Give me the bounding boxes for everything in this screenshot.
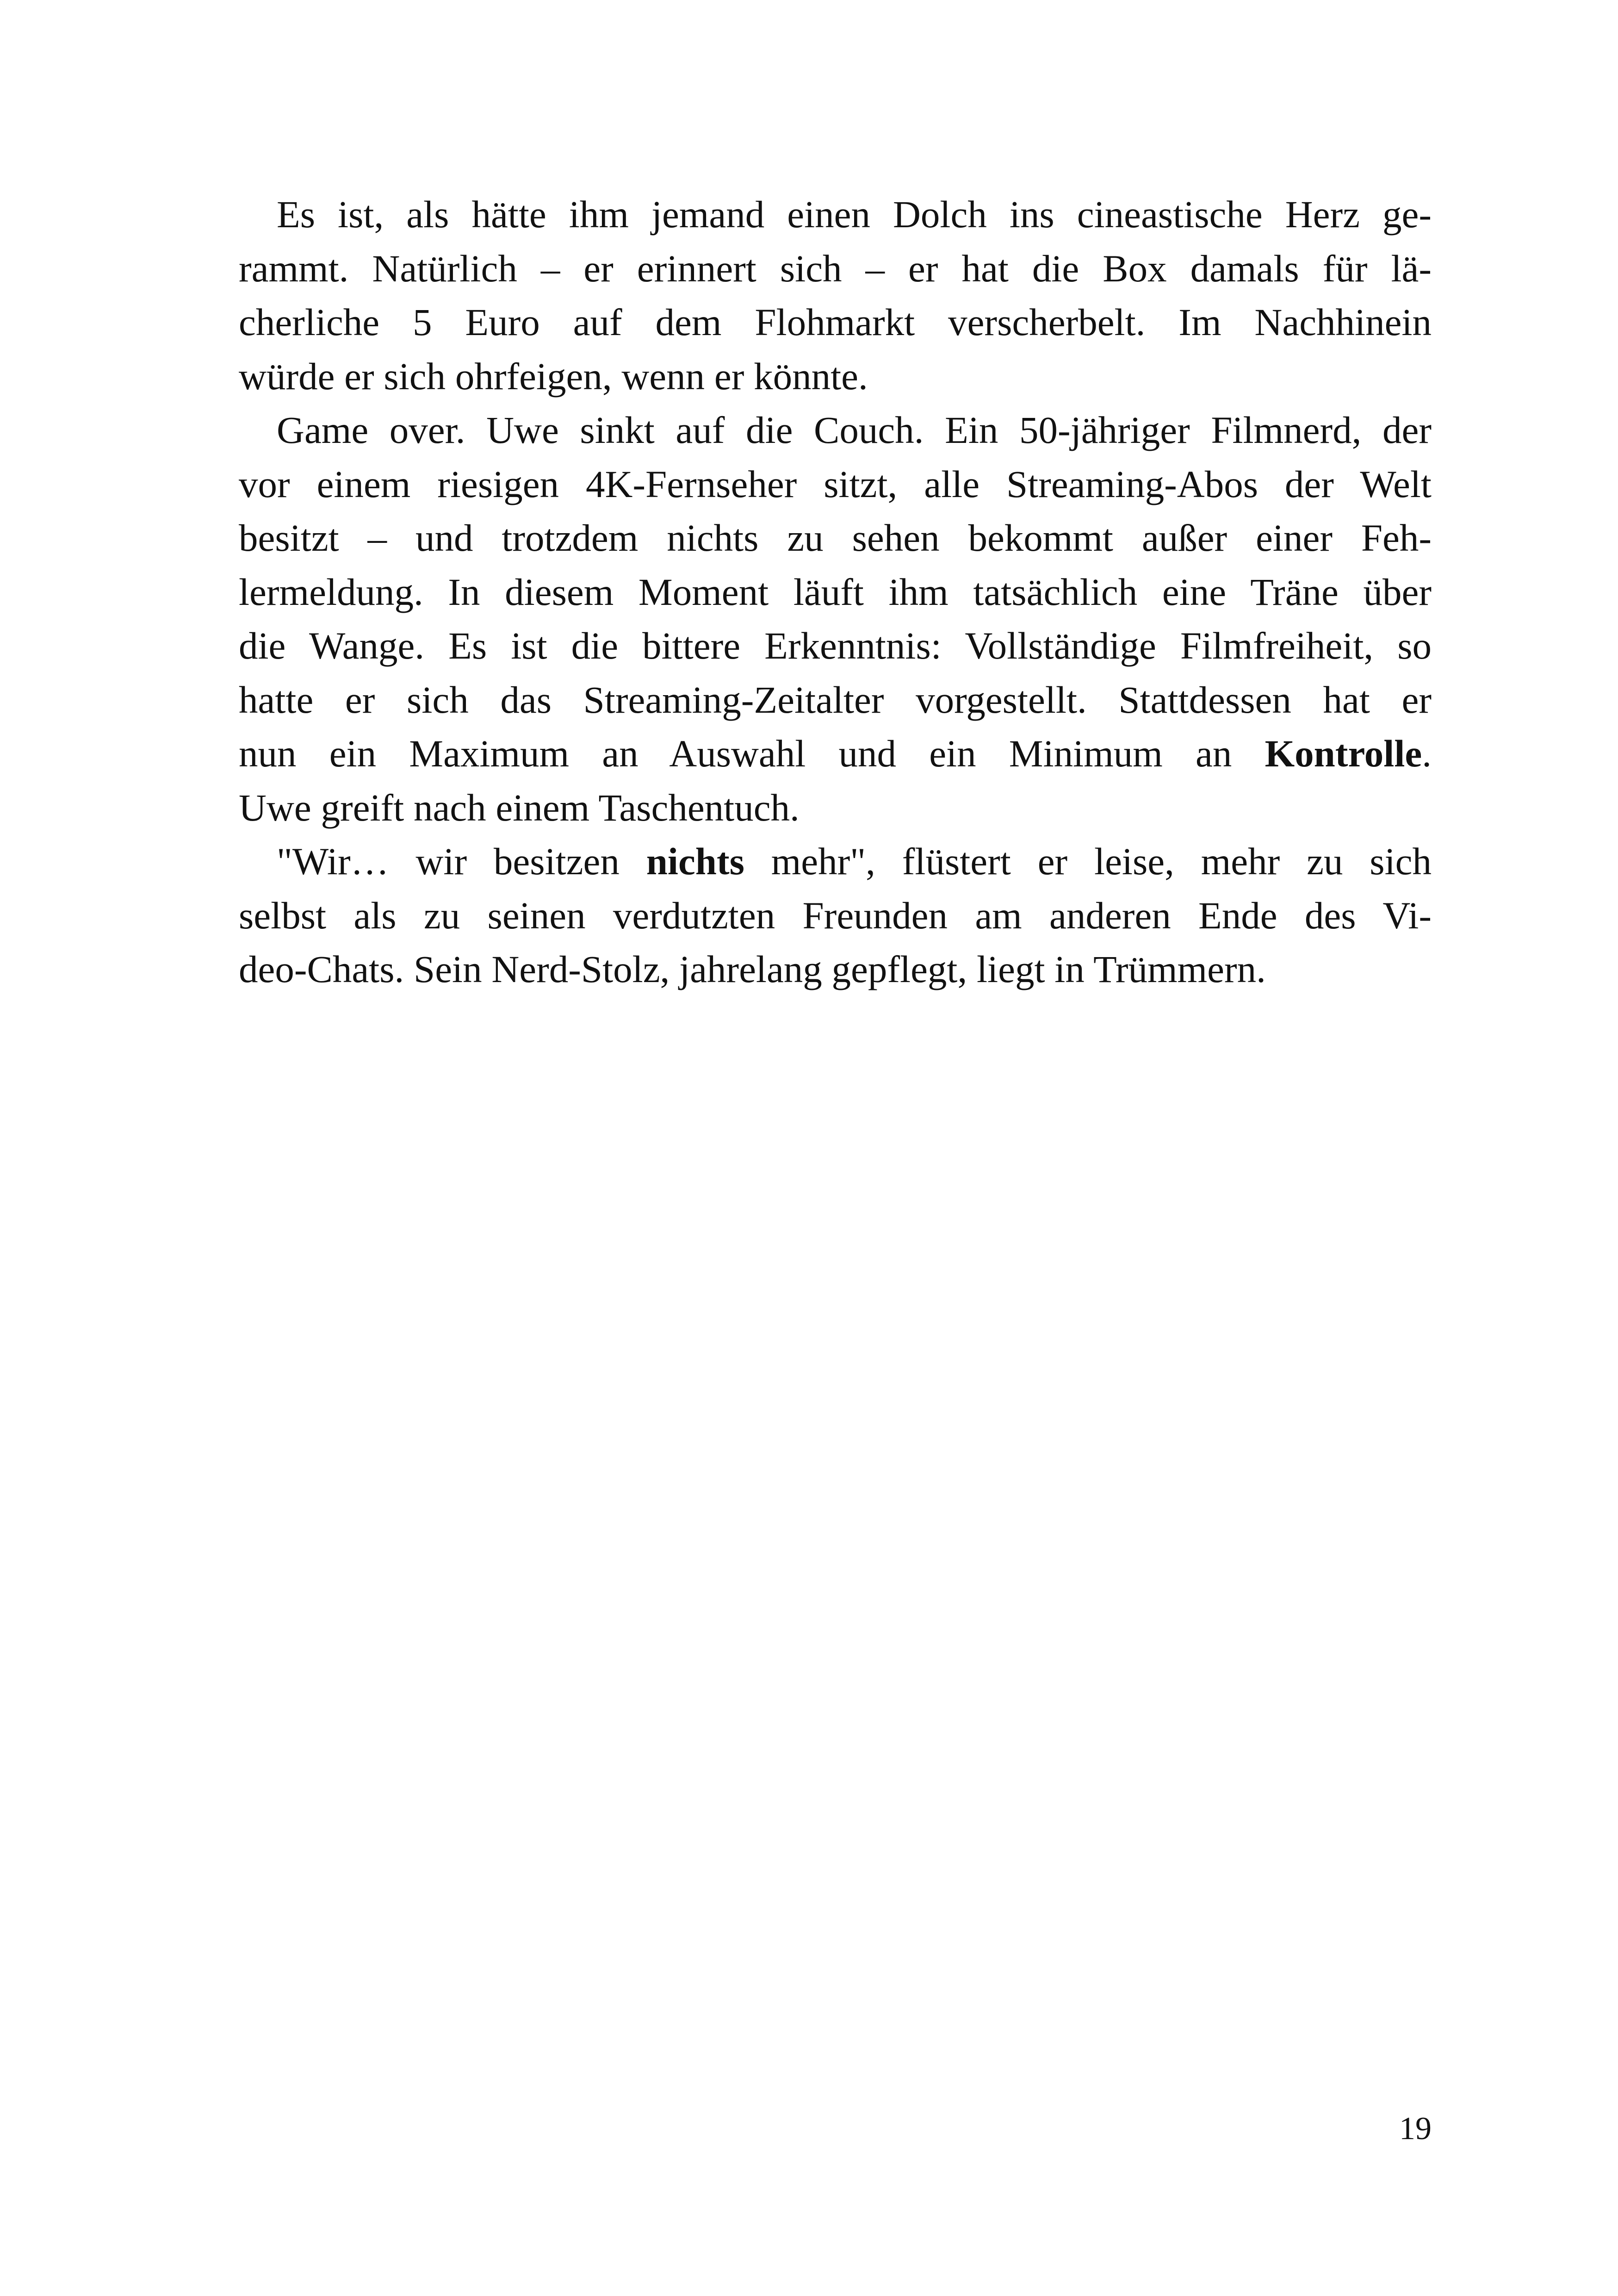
text-line: Uwe greift nach einem Taschentuch. xyxy=(239,786,800,829)
text-line: cherliche 5 Euro auf dem Flohmarkt verscherbelt. Im Nachhinein xyxy=(239,301,1432,343)
text-line: lermeldung. In diesem Moment läuft ihm tatsächlich eine Träne über xyxy=(239,570,1432,613)
text-line xyxy=(239,834,1432,889)
text-line: vor einem riesigen 4K-Fernseher sitzt, alle Streaming-Abos der Welt xyxy=(239,462,1432,505)
text-line: würde er sich ohrfeigen, wenn er könnte. xyxy=(239,355,868,398)
bold-term: Kontrolle xyxy=(1265,732,1422,775)
text-line: deo-Chats. Sein Nerd-Stolz, jahrelang gepflegt, liegt in Trümmern. xyxy=(239,948,1266,990)
paragraph-1 xyxy=(239,187,1432,403)
text-segment: "Wir… wir besitzen xyxy=(277,840,646,883)
text-line: Es ist, als hätte ihm jemand einen Dolch ins cineastische Herz ge- xyxy=(277,193,1432,236)
text-line: besitzt – und trotzdem nichts zu sehen bekommt außer einer Feh- xyxy=(239,516,1432,559)
text-segment: . xyxy=(1422,732,1432,775)
body-text xyxy=(239,187,1432,996)
page-number: 19 xyxy=(1399,2111,1432,2147)
paragraph-2 xyxy=(239,403,1432,834)
text-line: selbst als zu seinen verdutzten Freunden am anderen Ende des Vi- xyxy=(239,894,1432,937)
text-line: Game over. Uwe sinkt auf die Couch. Ein 50-jähriger Filmnerd, der xyxy=(277,409,1432,451)
text-line: die Wange. Es ist die bittere Erkenntnis: Vollständige Filmfreiheit, so xyxy=(239,624,1432,667)
text-line: hatte er sich das Streaming-Zeitalter vorgestellt. Stattdessen hat er xyxy=(239,678,1432,721)
text-line: rammt. Natürlich – er erinnert sich – er hat die Box damals für lä- xyxy=(239,247,1432,290)
text-line xyxy=(239,727,1432,781)
bold-term: nichts xyxy=(646,840,744,883)
paragraph-3 xyxy=(239,834,1432,996)
text-segment: mehr", flüstert er leise, mehr zu sich xyxy=(744,840,1432,883)
text-segment: nun ein Maximum an Auswahl und ein Minimum an xyxy=(239,732,1265,775)
